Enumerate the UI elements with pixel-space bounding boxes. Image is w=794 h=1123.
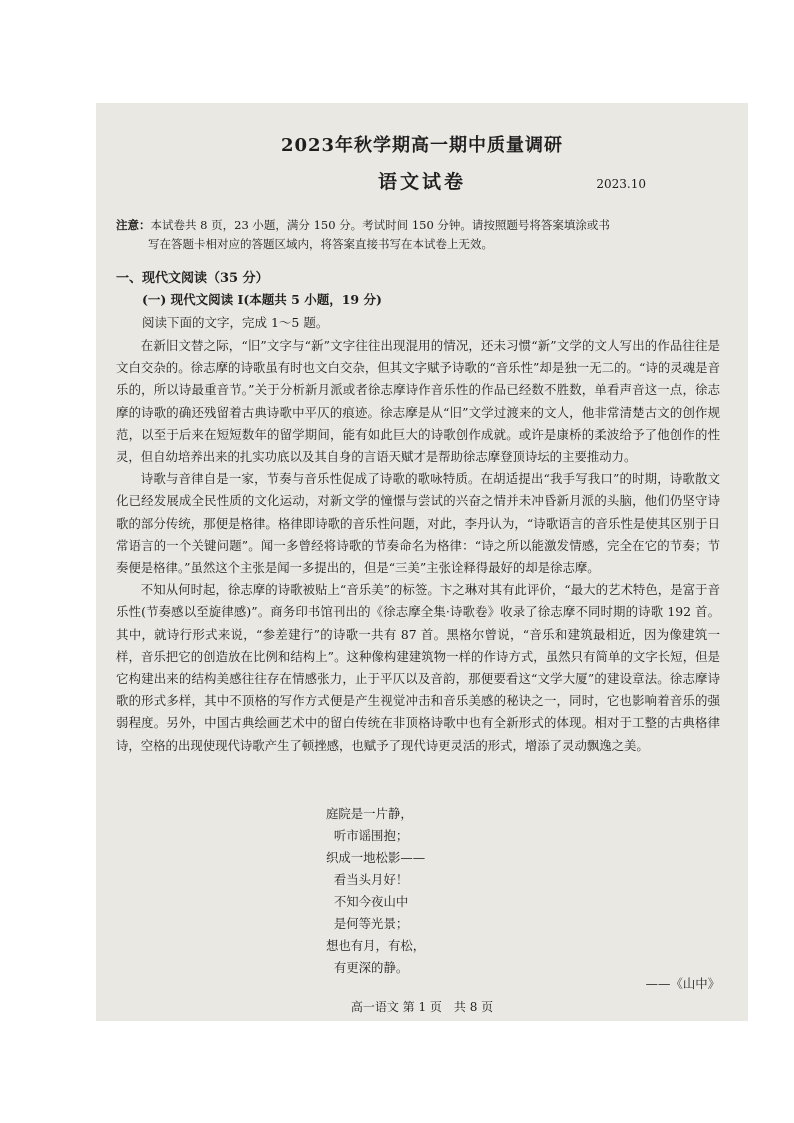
section-heading: 一、现代文阅读（35 分） [116,271,269,286]
poem-line: 庭院是一片静， [326,806,413,821]
poem-line: 织成一地松影—— [326,850,426,865]
passage-paragraph-2: 诗歌与音律自是一家，节奏与音乐性促成了诗歌的歌咏特质。在胡适提出“我手写我口”的时期，诗歌散文化已经发展成全民性质的文化运动，对新文学的憧憬与尝试的兴奋之情并未冲昏新月派的头脑，他们仍坚守诗歌的部分传统，那便是格律。格律即诗歌的音乐性问题，对此，李丹认为，“诗歌语言的音乐性是使其区别于日常语言的一个关键问题”。闻一多曾经将诗歌的节奏命名为格律：“诗之所以能激发情感，完全在它的节奏；节奏便是格律。”虽然这个主张是闻一多提出的，但是“三美”主张诠释得最好的却是徐志摩。 [116,471,720,576]
poem-line: 看当头月好！ [326,872,409,887]
exam-notice [116,216,720,254]
exam-subtitle: 语文试卷 [377,171,466,193]
poem-attribution: ——《山中》 [645,976,720,991]
poem-line: 不知今夜山中 [326,894,409,909]
poem-line: 有更深的静。 [326,960,409,975]
exam-title: 2023年秋学期高一期中质量调研 [280,135,564,156]
reading-instruction: 阅读下面的文字，完成 1～5 题。 [142,315,329,330]
poem-line: 是何等光景； [326,916,409,931]
exam-date: 2023.10 [596,177,646,191]
poem-line: 听市谣围抱； [326,828,409,843]
poem-line: 想也有月，有松， [326,938,426,953]
notice-line-2: 写在答题卡相对应的答题区域内，将答案直接书写在本试卷上无效。 [148,237,493,251]
subsection-heading: (一) 现代文阅读 Ⅰ(本题共 5 小题，19 分) [142,292,382,307]
reading-passage [116,335,720,757]
poem [326,803,425,979]
passage-paragraph-3: 不知从何时起，徐志摩的诗歌被贴上“音乐美”的标签。卞之琳对其有此评价，“最大的艺术特色，是富于音乐性(节奏感以至旋律感)”。商务印书馆刊出的《徐志摩全集·诗歌卷》收录了徐志摩不同时期的诗歌 192 首。其中，就诗行形式来说，“参差建行”的诗歌一共有 87 首。黑格尔曾说，“音乐和建筑最相近，因为像建筑一样，音乐把它的创造放在比例和结构上”。这种像构建建筑物一样的作诗方式，虽然只有简单的文字长短，但是它构建出来的结构美感往往存在情感张力，止于平仄以及音韵，那便要看这“文学大厦”的建设章法。徐志摩诗歌的形式多样，其中不顶格的写作方式便是产生视觉冲击和音乐美感的秘诀之一，同时，它也影响着音乐的强弱程度。另外，中国古典绘画艺术中的留白传统在非顶格诗歌中也有全新形式的体现。相对于工整的古典格律诗，空格的出现使现代诗歌产生了顿挫感，也赋予了现代诗更灵活的形式，增添了灵动飘逸之美。 [116,582,720,753]
exam-paper [96,103,748,1021]
notice-line-1: 本试卷共 8 页，23 小题，满分 150 分。考试时间 150 分钟。请按照题号将答案填涂或书 [150,218,610,232]
passage-paragraph-1: 在新旧文替之际，“旧”文字与“新”文字往往出现混用的情况，还未习惯“新”文学的文人写出的作品往往是文白交杂的。徐志摩的诗歌虽有时也文白交杂，但其文字赋予诗歌的“音乐性”却是独一无二的。“诗的灵魂是音乐的，所以诗最重音节。”关于分析新月派或者徐志摩诗作音乐性的作品已经数不胜数，单看声音这一点，徐志摩的诗歌的确还残留着古典诗歌中平仄的痕迹。徐志摩是从“旧”文学过渡来的文人，他非常清楚古文的创作规范，以至于后来在短短数年的留学期间，能有如此巨大的诗歌创作成就。或许是康桥的柔波给予了他创作的性灵，但自幼培养出来的扎实功底以及其自身的言语天赋才是帮助徐志摩登顶诗坛的主要推动力。 [116,338,720,465]
notice-label: 注意： [116,218,151,232]
page-footer: 高一语文 第 1 页 共 8 页 [350,1000,494,1014]
